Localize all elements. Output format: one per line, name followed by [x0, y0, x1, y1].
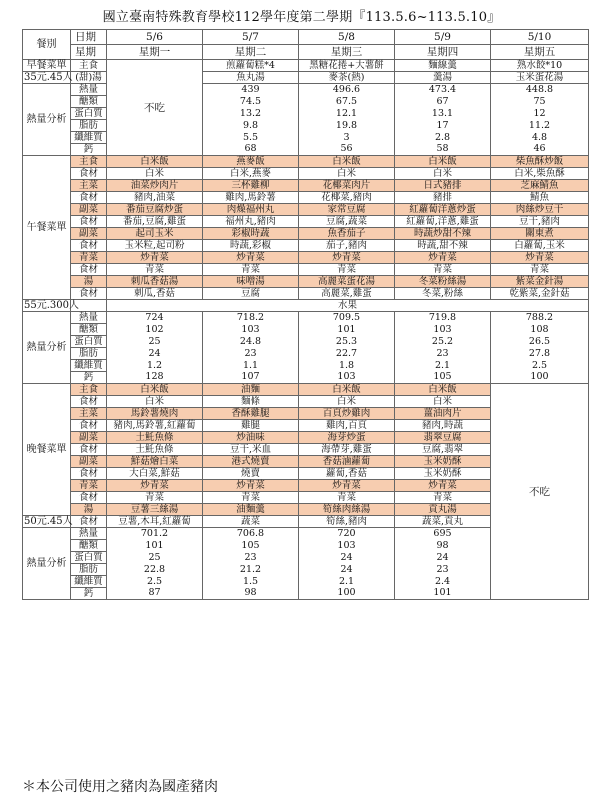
lunch-row	[23, 240, 589, 252]
dish-cell: 豆腐,翡翠	[395, 444, 491, 456]
nutrient-value: 46	[491, 144, 589, 156]
nutrient-label: 纖維質	[71, 576, 107, 588]
nutrient-label: 蛋白質	[71, 552, 107, 564]
dish-cell: 乾紫菜,金針菇	[491, 288, 589, 300]
lunch-fruit-row	[23, 300, 589, 312]
dish-cell: 雞腿	[203, 420, 299, 432]
nutrient-label: 醣類	[71, 540, 107, 552]
date-cell: 5/8	[299, 30, 395, 45]
dish-cell: 芝麻鯖魚	[491, 180, 589, 192]
nutrient-value: 105	[395, 372, 491, 384]
nutrient-value: 25.2	[395, 336, 491, 348]
dish-cell: 煎蘿蔔糕*4	[203, 60, 299, 72]
nutrient-value: 103	[395, 324, 491, 336]
dish-cell: 海芽炒蛋	[299, 432, 395, 444]
nutrient-label: 脂肪	[71, 348, 107, 360]
dish-cell: 彩椒時蔬	[203, 228, 299, 240]
nutrient-value: 5.5	[203, 132, 299, 144]
lunch-row	[23, 288, 589, 300]
nutrient-value: 706.8	[203, 528, 299, 540]
lunch-nutrition-row	[23, 372, 589, 384]
nutrient-value: 107	[203, 372, 299, 384]
lunch-row	[23, 156, 589, 168]
nutrient-label: 醣類	[71, 324, 107, 336]
row-label: 主菜	[71, 408, 107, 420]
dish-cell: 青菜	[299, 264, 395, 276]
dish-cell: 豬肉,時蔬	[395, 420, 491, 432]
dish-cell: 黑糖花捲+大薯餅	[299, 60, 395, 72]
dish-cell: 豬肉,油菜	[107, 192, 203, 204]
nutrient-value: 719.8	[395, 312, 491, 324]
dish-cell: 白米飯	[299, 384, 395, 396]
dish-cell: 番茄,豆腐,雞蛋	[107, 216, 203, 228]
dish-cell: 冬菜,粉絲	[395, 288, 491, 300]
dinner-price-label: 50元.45人	[24, 515, 73, 527]
dish-cell: 炒青菜	[203, 480, 299, 492]
nutrient-value: 23	[395, 348, 491, 360]
dish-cell: 肉絲炒豆干	[491, 204, 589, 216]
row-label: 食材	[71, 168, 107, 180]
nutrient-value: 17	[395, 120, 491, 132]
dish-cell: 魚丸湯	[203, 72, 299, 84]
lunch-price-label: 55元.300人	[24, 299, 79, 311]
dish-cell: 筍絲肉絲湯	[299, 504, 395, 516]
nutrient-value: 101	[299, 324, 395, 336]
row-label: 食材	[71, 492, 107, 504]
nutrient-value: 25	[107, 336, 203, 348]
nutrient-value: 101	[107, 540, 203, 552]
nutrient-value: 102	[107, 324, 203, 336]
nutrient-value: 2.1	[395, 360, 491, 372]
breakfast-not-eat-cell: 不吃	[107, 60, 203, 156]
weekly-menu-table	[22, 29, 589, 600]
dish-cell: 炒青菜	[395, 252, 491, 264]
lunch-nutrition-row	[23, 312, 589, 324]
nutrient-value: 24	[395, 552, 491, 564]
row-label: 青菜	[71, 480, 107, 492]
dish-cell: 花椰菜肉片	[299, 180, 395, 192]
lunch-row	[23, 228, 589, 240]
nutrient-label: 熱量	[71, 312, 107, 324]
date-cell: 5/10	[491, 30, 589, 45]
row-label: (甜)湯	[71, 72, 107, 84]
dish-cell: 豬排	[395, 192, 491, 204]
nutrient-value: 701.2	[107, 528, 203, 540]
dish-cell: 鯖魚	[491, 192, 589, 204]
nutrient-value: 101	[395, 588, 491, 600]
dish-cell: 白米	[107, 396, 203, 408]
dish-cell: 番茄豆腐炒蛋	[107, 204, 203, 216]
nutrient-value: 23	[203, 552, 299, 564]
dish-cell: 時蔬炒甜不辣	[395, 228, 491, 240]
dish-cell: 青菜	[203, 264, 299, 276]
dish-cell: 日式豬排	[395, 180, 491, 192]
nutrient-label: 熱量	[71, 528, 107, 540]
nutrient-label: 鈣	[71, 588, 107, 600]
weekday-cell: 星期三	[299, 45, 395, 60]
nutrient-value: 105	[203, 540, 299, 552]
nutrient-value: 67.5	[299, 96, 395, 108]
dish-cell: 豆薯三絲湯	[107, 504, 203, 516]
dish-cell: 時蔬,甜不辣	[395, 240, 491, 252]
lunch-nutrition-row	[23, 360, 589, 372]
nutrient-value: 27.8	[491, 348, 589, 360]
row-label: 食材	[71, 240, 107, 252]
nutrient-label: 熱量	[71, 84, 107, 96]
lunch-nutrition-label: 熱量分析	[23, 312, 71, 384]
nutrient-value: 108	[491, 324, 589, 336]
nutrient-value: 11.2	[491, 120, 589, 132]
dish-cell: 蔬菜	[203, 516, 299, 528]
dish-cell: 豆干,米血	[203, 444, 299, 456]
row-label: 食材	[71, 468, 107, 480]
nutrient-value: 12	[491, 108, 589, 120]
nutrient-value: 724	[107, 312, 203, 324]
nutrient-label: 鈣	[71, 144, 107, 156]
row-label: 食材	[71, 264, 107, 276]
nutrient-value: 103	[299, 540, 395, 552]
dish-cell: 白米,柴魚酥	[491, 168, 589, 180]
dish-cell: 青菜	[107, 492, 203, 504]
nutrient-value: 1.1	[203, 360, 299, 372]
row-label: 副菜	[71, 432, 107, 444]
dish-cell: 翡翠豆腐	[395, 432, 491, 444]
dish-cell: 豆薯,木耳,紅蘿蔔	[107, 516, 203, 528]
nutrient-value: 2.1	[299, 576, 395, 588]
dish-cell: 白米	[299, 168, 395, 180]
lunch-nutrition-row	[23, 324, 589, 336]
nutrient-value: 128	[107, 372, 203, 384]
dish-cell: 白米飯	[107, 384, 203, 396]
lunch-row	[23, 252, 589, 264]
dish-cell: 海帶芽,雞蛋	[299, 444, 395, 456]
nutrient-label: 纖維質	[71, 360, 107, 372]
nutrient-value: 100	[491, 372, 589, 384]
dinner-row	[23, 384, 589, 396]
nutrient-value: 19.8	[299, 120, 395, 132]
nutrient-value: 25	[107, 552, 203, 564]
nutrient-value: 22.7	[299, 348, 395, 360]
row-label: 食材	[71, 420, 107, 432]
dish-cell: 燕麥飯	[203, 156, 299, 168]
row-label: 食材	[71, 288, 107, 300]
breakfast-section-label: 早餐菜單	[23, 60, 71, 72]
nutrient-value: 788.2	[491, 312, 589, 324]
dish-cell: 油麵羹	[203, 504, 299, 516]
nutrient-value: 24.8	[203, 336, 299, 348]
lunch-section-label: 午餐菜單	[23, 156, 71, 300]
date-cell: 5/6	[107, 30, 203, 45]
nutrient-label: 脂肪	[71, 564, 107, 576]
dish-cell: 白米飯	[107, 156, 203, 168]
nutrient-value: 98	[395, 540, 491, 552]
weekday-cell: 星期四	[395, 45, 491, 60]
dish-cell: 冬菜粉絲湯	[395, 276, 491, 288]
dish-cell: 肉燥福州丸	[203, 204, 299, 216]
lunch-row	[23, 276, 589, 288]
lunch-nutrition-row	[23, 336, 589, 348]
nutrient-label: 纖維質	[71, 132, 107, 144]
row-label: 主食	[71, 60, 107, 72]
dish-cell: 蘿蔔,香菇	[299, 468, 395, 480]
dish-cell: 炒青菜	[203, 252, 299, 264]
dish-cell: 薑油肉片	[395, 408, 491, 420]
dish-cell: 玉米奶酥	[395, 456, 491, 468]
header-row-weekdays	[23, 45, 589, 60]
nutrient-value: 1.8	[299, 360, 395, 372]
dish-cell: 玉米粒,起司粉	[107, 240, 203, 252]
row-label: 湯	[71, 276, 107, 288]
dish-cell: 白米	[299, 396, 395, 408]
nutrient-label: 蛋白質	[71, 108, 107, 120]
dish-cell: 時蔬,彩椒	[203, 240, 299, 252]
nutrient-value: 24	[299, 552, 395, 564]
dish-cell: 麥茶(熱)	[299, 72, 395, 84]
dish-cell: 麵線羹	[395, 60, 491, 72]
weekday-cell: 星期二	[203, 45, 299, 60]
nutrient-value: 695	[395, 528, 491, 540]
nutrient-value: 100	[299, 588, 395, 600]
nutrient-value: 3	[299, 132, 395, 144]
dish-cell: 炒青菜	[299, 480, 395, 492]
header-row-dates	[23, 30, 589, 45]
date-cell: 5/7	[203, 30, 299, 45]
nutrient-value: 26.5	[491, 336, 589, 348]
dish-cell: 青菜	[395, 492, 491, 504]
dish-cell: 油菜炒肉片	[107, 180, 203, 192]
breakfast-price-label: 35元.45人	[24, 71, 73, 83]
dish-cell: 炒油味	[203, 432, 299, 444]
dish-cell: 玉米蛋花湯	[491, 72, 589, 84]
dish-cell: 高麗菜,雞蛋	[299, 288, 395, 300]
dish-cell: 燒賣	[203, 468, 299, 480]
row-label: 副菜	[71, 456, 107, 468]
dish-cell: 紅蘿蔔,洋蔥,雞蛋	[395, 216, 491, 228]
nutrient-value: 22.8	[107, 564, 203, 576]
dish-cell: 福州丸,豬肉	[203, 216, 299, 228]
nutrient-value: 2.4	[395, 576, 491, 588]
lunch-row	[23, 168, 589, 180]
dish-cell: 白蘿蔔,玉米	[491, 240, 589, 252]
dish-cell: 關東煮	[491, 228, 589, 240]
nutrient-value: 9.8	[203, 120, 299, 132]
dish-cell: 白米飯	[299, 156, 395, 168]
dish-cell: 青菜	[203, 492, 299, 504]
nutrient-value: 56	[299, 144, 395, 156]
weekday-cell: 星期一	[107, 45, 203, 60]
dish-cell: 炒青菜	[107, 480, 203, 492]
lunch-row	[23, 192, 589, 204]
nutrient-value: 439	[203, 84, 299, 96]
dish-cell: 土魠魚條	[107, 432, 203, 444]
dish-cell: 白米飯	[395, 156, 491, 168]
dinner-section-label: 晚餐菜單	[23, 384, 71, 516]
dish-cell: 魚香茄子	[299, 228, 395, 240]
breakfast-nutrition-label: 熱量分析	[23, 84, 71, 156]
nutrient-value: 1.5	[203, 576, 299, 588]
dish-cell: 豆腐	[203, 288, 299, 300]
dish-cell: 蔬菜,貢丸	[395, 516, 491, 528]
dish-cell: 茄子,豬肉	[299, 240, 395, 252]
dish-cell: 青菜	[299, 492, 395, 504]
dish-cell: 港式燒賣	[203, 456, 299, 468]
row-label: 主食	[71, 156, 107, 168]
dish-cell: 麵條	[203, 396, 299, 408]
dish-cell: 刺瓜,香菇	[107, 288, 203, 300]
dish-cell: 百頁炒雞肉	[299, 408, 395, 420]
row-label: 主菜	[71, 180, 107, 192]
nutrient-value: 74.5	[203, 96, 299, 108]
nutrient-value: 24	[299, 564, 395, 576]
dish-cell: 豬肉,馬鈴薯,紅蘿蔔	[107, 420, 203, 432]
lunch-row	[23, 204, 589, 216]
dish-cell: 香菇滷蘿蔔	[299, 456, 395, 468]
dish-cell: 青菜	[107, 264, 203, 276]
row-label: 食材	[71, 396, 107, 408]
row-label: 食材	[71, 216, 107, 228]
dish-cell: 炒青菜	[299, 252, 395, 264]
dish-cell: 高麗菜蛋花湯	[299, 276, 395, 288]
nutrient-value: 75	[491, 96, 589, 108]
nutrient-value: 25.3	[299, 336, 395, 348]
nutrient-value: 1.2	[107, 360, 203, 372]
dish-cell: 白米	[395, 396, 491, 408]
nutrient-label: 蛋白質	[71, 336, 107, 348]
dish-cell: 豆干,豬肉	[491, 216, 589, 228]
section-header-label: 餐別	[23, 30, 71, 60]
row-label: 食材	[71, 444, 107, 456]
dish-cell: 白米,燕麥	[203, 168, 299, 180]
nutrient-value: 58	[395, 144, 491, 156]
nutrient-value: 720	[299, 528, 395, 540]
nutrient-label: 脂肪	[71, 120, 107, 132]
dish-cell: 馬鈴薯燒肉	[107, 408, 203, 420]
date-cell: 5/9	[395, 30, 491, 45]
fruit-cell: 水果	[107, 300, 589, 312]
dish-cell: 貢丸湯	[395, 504, 491, 516]
lunch-row	[23, 216, 589, 228]
nutrient-value: 709.5	[299, 312, 395, 324]
dish-cell: 玉米奶酥	[395, 468, 491, 480]
row-label: 副菜	[71, 204, 107, 216]
nutrient-value: 718.2	[203, 312, 299, 324]
dish-cell: 炒青菜	[395, 480, 491, 492]
nutrient-value: 2.5	[107, 576, 203, 588]
lunch-nutrition-row	[23, 348, 589, 360]
nutrient-value: 98	[203, 588, 299, 600]
dish-cell: 家常豆腐	[299, 204, 395, 216]
nutrient-value: 68	[203, 144, 299, 156]
dish-cell: 三杯雞柳	[203, 180, 299, 192]
dish-cell: 香酥雞腿	[203, 408, 299, 420]
row-label: 青菜	[71, 252, 107, 264]
dish-cell: 白米飯	[395, 384, 491, 396]
dish-cell: 青菜	[395, 264, 491, 276]
dish-cell: 熟水餃*10	[491, 60, 589, 72]
nutrient-value: 13.1	[395, 108, 491, 120]
nutrient-value: 23	[203, 348, 299, 360]
weekday-label: 星期	[71, 45, 107, 60]
page-title: 國立臺南特殊教育學校112學年度第二學期『113.5.6~113.5.10』	[102, 10, 501, 25]
nutrient-value: 67	[395, 96, 491, 108]
dish-cell: 青菜	[491, 264, 589, 276]
dish-cell: 雞肉,馬鈴薯	[203, 192, 299, 204]
nutrient-value: 21.2	[203, 564, 299, 576]
dinner-nutrition-label: 熱量分析	[23, 528, 71, 600]
dish-cell: 紫菜金針湯	[491, 276, 589, 288]
dish-cell: 刺瓜香菇湯	[107, 276, 203, 288]
dish-cell: 起司玉米	[107, 228, 203, 240]
lunch-row	[23, 264, 589, 276]
nutrient-value: 87	[107, 588, 203, 600]
breakfast-row	[23, 60, 589, 72]
nutrient-value: 103	[203, 324, 299, 336]
dish-cell: 油麵	[203, 384, 299, 396]
dish-cell: 炒青菜	[491, 252, 589, 264]
nutrient-value: 24	[107, 348, 203, 360]
dish-cell: 羹湯	[395, 72, 491, 84]
nutrient-value: 12.1	[299, 108, 395, 120]
nutrient-value: 4.8	[491, 132, 589, 144]
nutrient-value: 23	[395, 564, 491, 576]
weekday-cell: 星期五	[491, 45, 589, 60]
nutrient-label: 鈣	[71, 372, 107, 384]
dish-cell: 炒青菜	[107, 252, 203, 264]
date-label: 日期	[71, 30, 107, 45]
row-label: 副菜	[71, 228, 107, 240]
dinner-not-eat-cell: 不吃	[491, 384, 589, 600]
dish-cell: 紅蘿蔔洋蔥炒蛋	[395, 204, 491, 216]
row-label: 主食	[71, 384, 107, 396]
nutrient-value: 13.2	[203, 108, 299, 120]
dish-cell: 鮮菇燴白菜	[107, 456, 203, 468]
dish-cell: 味噌湯	[203, 276, 299, 288]
footnote: ＊本公司使用之豬肉為國產豬肉	[22, 779, 218, 795]
lunch-row	[23, 180, 589, 192]
dish-cell: 柴魚酥炒飯	[491, 156, 589, 168]
dish-cell: 花椰菜,豬肉	[299, 192, 395, 204]
dish-cell: 白米	[107, 168, 203, 180]
dish-cell: 筍絲,豬肉	[299, 516, 395, 528]
nutrient-label: 醣類	[71, 96, 107, 108]
nutrient-value: 2.8	[395, 132, 491, 144]
dish-cell: 白米	[395, 168, 491, 180]
dish-cell: 雞肉,百頁	[299, 420, 395, 432]
row-label: 湯	[71, 504, 107, 516]
dish-cell: 豆腐,蔬菜	[299, 216, 395, 228]
dish-cell: 大白菜,鮮菇	[107, 468, 203, 480]
dish-cell: 土魠魚條	[107, 444, 203, 456]
row-label: 食材	[71, 516, 107, 528]
nutrient-value: 473.4	[395, 84, 491, 96]
nutrient-value: 103	[299, 372, 395, 384]
row-label: 食材	[71, 192, 107, 204]
nutrient-value: 496.6	[299, 84, 395, 96]
nutrient-value: 2.5	[491, 360, 589, 372]
nutrient-value: 448.8	[491, 84, 589, 96]
